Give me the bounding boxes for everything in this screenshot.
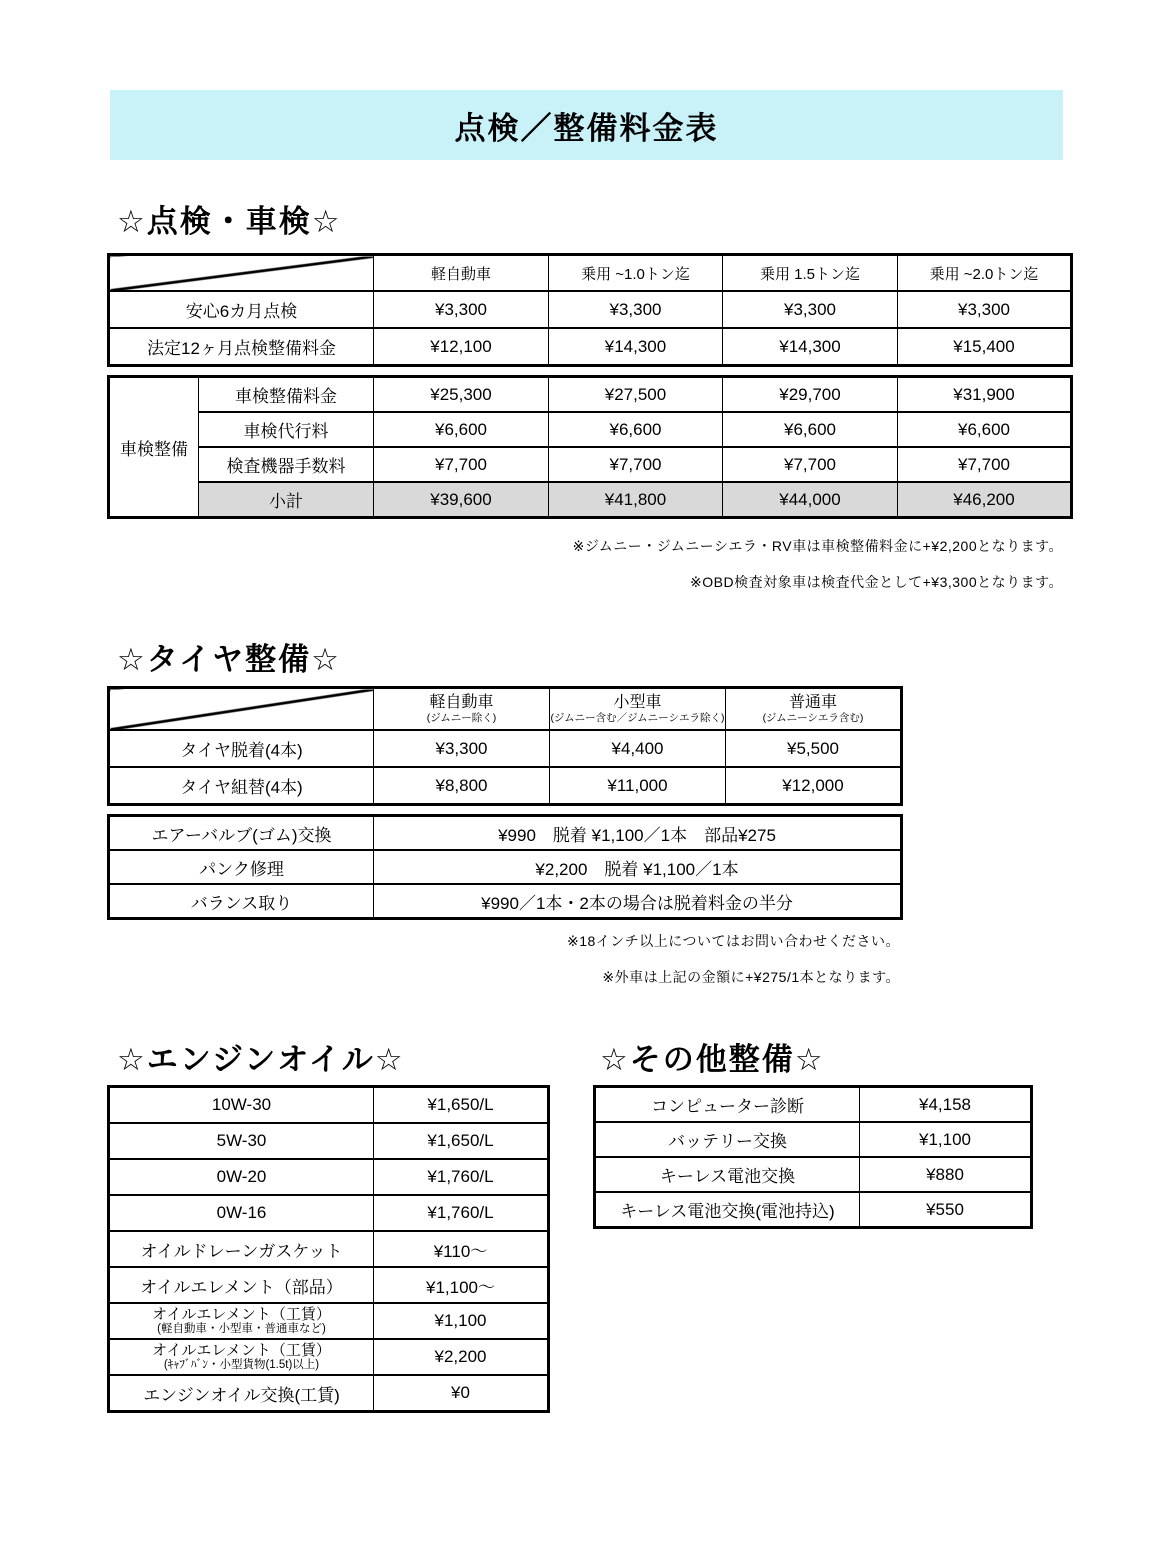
row-label: 10W-30 xyxy=(109,1087,374,1124)
row-label: オイルエレメント（部品） xyxy=(109,1267,374,1303)
price-cell: ¥1,760/L xyxy=(374,1195,549,1231)
note: ※外車は上記の金額に+¥275/1本となります。 xyxy=(602,969,900,985)
price-cell: ¥2,200 xyxy=(374,1339,549,1375)
row-label: キーレス電池交換 xyxy=(595,1157,860,1192)
table-row xyxy=(595,1192,1032,1228)
price-cell: ¥990／1本・2本の場合は脱着料金の半分 xyxy=(374,884,902,919)
column-header: 軽自動車 xyxy=(374,255,549,292)
row-label: タイヤ脱着(4本) xyxy=(109,730,374,767)
table-row xyxy=(109,1195,549,1231)
row-label: 検査機器手数料 xyxy=(199,447,374,482)
table-row xyxy=(595,1087,1032,1123)
price-cell: ¥6,600 xyxy=(898,412,1072,447)
column-header: 乗用 ~1.0トン迄 xyxy=(549,255,723,292)
table-row xyxy=(595,1157,1032,1192)
price-cell: ¥7,700 xyxy=(898,447,1072,482)
subtotal-row xyxy=(109,482,1072,518)
price-cell: ¥41,800 xyxy=(549,482,723,518)
row-label-sub: (軽自動車・小型車・普通車など) xyxy=(157,1323,326,1335)
column-header-sub: (ジムニーシエラ含む) xyxy=(762,712,864,724)
table-row xyxy=(109,1231,549,1267)
table-row xyxy=(109,884,902,919)
price-cell: ¥1,650/L xyxy=(374,1123,549,1159)
diagonal-header-cell xyxy=(109,688,374,731)
table-row xyxy=(109,377,1072,413)
price-cell: ¥14,300 xyxy=(549,328,723,366)
price-cell: ¥1,760/L xyxy=(374,1159,549,1195)
table-row xyxy=(109,1339,549,1375)
row-label: 小計 xyxy=(199,482,374,518)
row-label: バッテリー交換 xyxy=(595,1122,860,1157)
row-label-sub: (ｷｬﾌﾞﾊﾞﾝ・小型貨物(1.5t)以上) xyxy=(163,1359,320,1371)
price-cell: ¥46,200 xyxy=(898,482,1072,518)
table-row xyxy=(109,816,902,851)
row-label: コンピューター診断 xyxy=(595,1087,860,1123)
engine-oil-table xyxy=(107,1085,550,1413)
section-heading-oil: ☆エンジンオイル☆ xyxy=(117,1042,405,1077)
price-cell: ¥550 xyxy=(860,1192,1032,1228)
price-cell: ¥1,100 xyxy=(860,1122,1032,1157)
table-row xyxy=(109,447,1072,482)
price-cell: ¥4,400 xyxy=(550,730,726,767)
price-cell: ¥12,000 xyxy=(726,767,902,805)
price-cell: ¥3,300 xyxy=(374,730,550,767)
price-cell: ¥27,500 xyxy=(549,377,723,413)
row-label: バランス取り xyxy=(109,884,374,919)
page-title-banner xyxy=(110,90,1063,160)
row-label: 0W-16 xyxy=(109,1195,374,1231)
shaken-table xyxy=(107,375,1073,519)
price-cell: ¥6,600 xyxy=(549,412,723,447)
table-row xyxy=(109,412,1072,447)
diagonal-header-cell xyxy=(109,255,374,292)
column-header-sub: (ジムニー除く) xyxy=(426,712,497,724)
price-cell: ¥12,100 xyxy=(374,328,549,366)
price-cell: ¥7,700 xyxy=(723,447,898,482)
table-row xyxy=(109,850,902,884)
price-cell: ¥2,200 脱着 ¥1,100／1本 xyxy=(374,850,902,884)
price-cell: ¥3,300 xyxy=(374,291,549,328)
row-label: 法定12ヶ月点検整備料金 xyxy=(109,328,374,366)
table-row xyxy=(109,328,1072,366)
price-cell: ¥31,900 xyxy=(898,377,1072,413)
tire-table xyxy=(107,686,903,806)
section-heading-tire: ☆タイヤ整備☆ xyxy=(117,642,341,677)
price-cell: ¥25,300 xyxy=(374,377,549,413)
row-label-main: オイルエレメント（工賃） xyxy=(152,1306,331,1323)
table-row xyxy=(109,1087,549,1124)
row-label: パンク修理 xyxy=(109,850,374,884)
price-cell: ¥15,400 xyxy=(898,328,1072,366)
column-header xyxy=(550,688,726,731)
column-header: 乗用 ~2.0トン迄 xyxy=(898,255,1072,292)
row-label: エンジンオイル交換(工賃) xyxy=(109,1375,374,1412)
column-header xyxy=(374,688,550,731)
row-label: エアーバルブ(ゴム)交換 xyxy=(109,816,374,851)
other-maintenance-table xyxy=(593,1085,1033,1229)
table-row xyxy=(109,1159,549,1195)
table-row xyxy=(109,730,902,767)
note: ※18インチ以上についてはお問い合わせください。 xyxy=(566,933,900,949)
column-header-sub: (ジムニー含む／ジムニーシエラ除く) xyxy=(550,712,725,724)
price-cell: ¥7,700 xyxy=(549,447,723,482)
price-cell: ¥1,650/L xyxy=(374,1087,549,1124)
price-cell: ¥1,100～ xyxy=(374,1267,549,1303)
price-cell: ¥880 xyxy=(860,1157,1032,1192)
row-label: キーレス電池交換(電池持込) xyxy=(595,1192,860,1228)
group-label: 車検整備 xyxy=(109,377,199,518)
table-header-row xyxy=(109,688,902,731)
section-heading-other: ☆その他整備☆ xyxy=(600,1042,825,1077)
price-cell: ¥0 xyxy=(374,1375,549,1412)
table-header-row xyxy=(109,255,1072,292)
table-row xyxy=(109,1267,549,1303)
price-cell: ¥44,000 xyxy=(723,482,898,518)
price-cell: ¥990 脱着 ¥1,100／1本 部品¥275 xyxy=(374,816,902,851)
row-label xyxy=(109,1339,374,1375)
row-label: タイヤ組替(4本) xyxy=(109,767,374,805)
page-title: 点検／整備料金表 xyxy=(454,110,719,146)
price-cell: ¥110～ xyxy=(374,1231,549,1267)
row-label: 安心6カ月点検 xyxy=(109,291,374,328)
price-cell: ¥1,100 xyxy=(374,1303,549,1339)
price-cell: ¥7,700 xyxy=(374,447,549,482)
price-cell: ¥3,300 xyxy=(549,291,723,328)
inspection-table xyxy=(107,253,1073,367)
price-cell: ¥3,300 xyxy=(898,291,1072,328)
note: ※ジムニー・ジムニーシエラ・RV車は車検整備料金に+¥2,200となります。 xyxy=(572,538,1063,554)
table-row xyxy=(109,1303,549,1339)
row-label: 車検代行料 xyxy=(199,412,374,447)
price-cell: ¥3,300 xyxy=(723,291,898,328)
price-cell: ¥14,300 xyxy=(723,328,898,366)
row-label xyxy=(109,1303,374,1339)
column-header: 乗用 1.5トン迄 xyxy=(723,255,898,292)
row-label: 車検整備料金 xyxy=(199,377,374,413)
column-header xyxy=(726,688,902,731)
price-cell: ¥29,700 xyxy=(723,377,898,413)
column-header-main: 小型車 xyxy=(613,694,662,711)
table-row xyxy=(595,1122,1032,1157)
table-row xyxy=(109,1123,549,1159)
row-label: オイルドレーンガスケット xyxy=(109,1231,374,1267)
note: ※OBD検査対象車は検査代金として+¥3,300となります。 xyxy=(690,574,1063,590)
section-heading-inspection: ☆点検・車検☆ xyxy=(117,204,342,239)
table-row xyxy=(109,291,1072,328)
table-row xyxy=(109,1375,549,1412)
row-label-main: オイルエレメント（工賃） xyxy=(152,1342,331,1359)
price-cell: ¥6,600 xyxy=(374,412,549,447)
column-header-main: 普通車 xyxy=(788,694,837,711)
row-label: 5W-30 xyxy=(109,1123,374,1159)
column-header-main: 軽自動車 xyxy=(429,694,494,711)
tire-misc-table xyxy=(107,814,903,920)
price-cell: ¥11,000 xyxy=(550,767,726,805)
price-cell: ¥39,600 xyxy=(374,482,549,518)
price-cell: ¥5,500 xyxy=(726,730,902,767)
price-cell: ¥6,600 xyxy=(723,412,898,447)
price-cell: ¥8,800 xyxy=(374,767,550,805)
row-label: 0W-20 xyxy=(109,1159,374,1195)
table-row xyxy=(109,767,902,805)
price-cell: ¥4,158 xyxy=(860,1087,1032,1123)
